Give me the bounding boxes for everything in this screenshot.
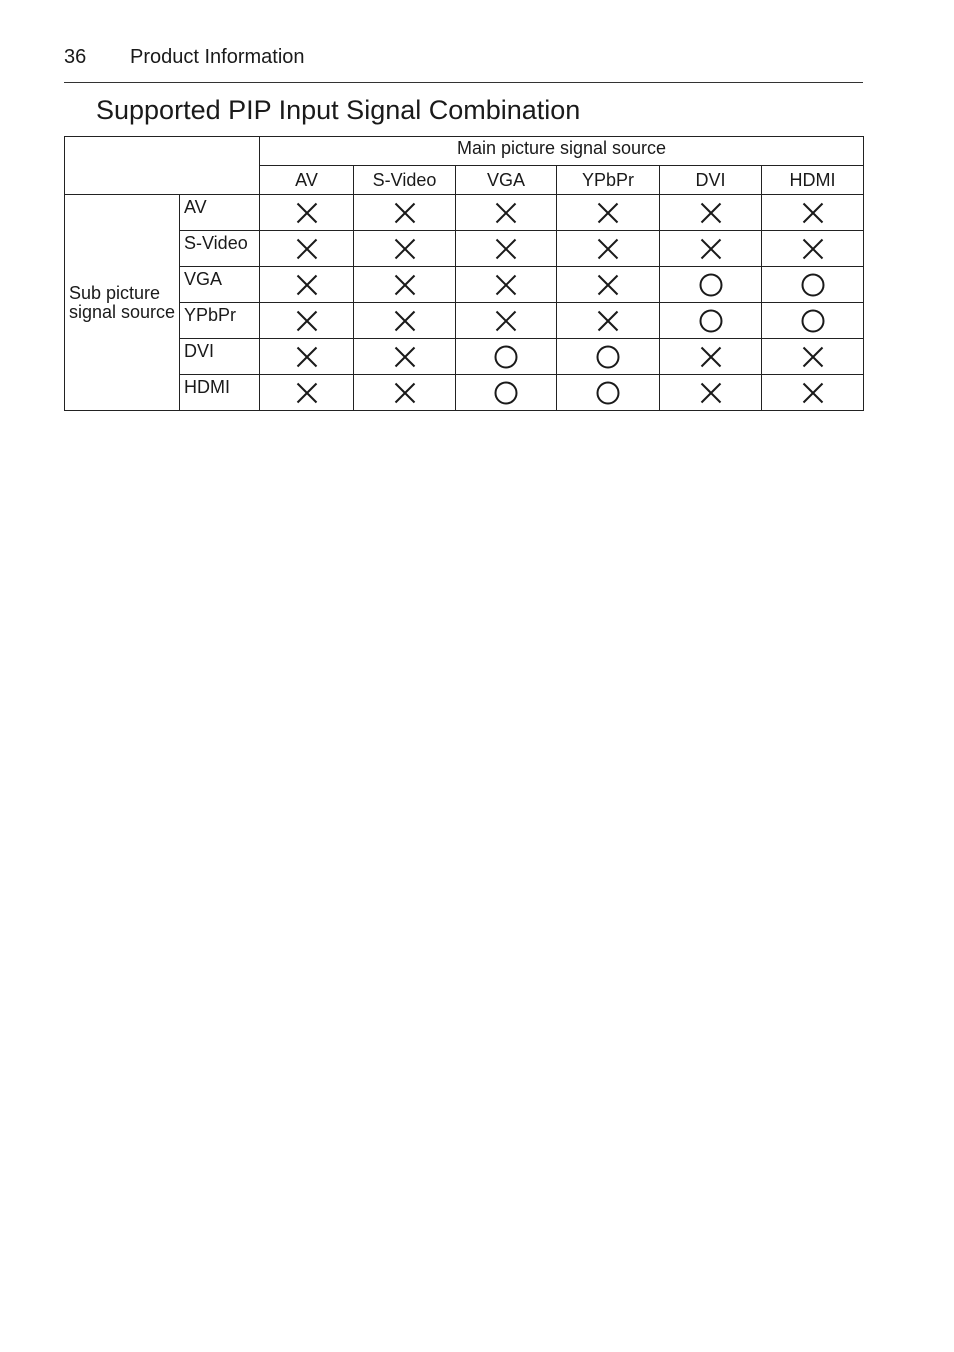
cross-icon bbox=[297, 311, 316, 330]
cross-icon bbox=[803, 347, 822, 366]
combination-mark bbox=[494, 201, 518, 225]
combination-mark bbox=[596, 345, 620, 369]
combination-cell bbox=[354, 267, 456, 303]
cross-icon bbox=[701, 383, 720, 402]
combination-mark bbox=[393, 273, 417, 297]
cross-icon bbox=[701, 203, 720, 222]
combination-cell bbox=[660, 375, 762, 411]
row-label: YPbPr bbox=[180, 303, 260, 339]
table-row bbox=[65, 303, 864, 339]
cross-icon bbox=[395, 383, 414, 402]
cross-icon bbox=[599, 311, 618, 330]
column-header: DVI bbox=[660, 166, 762, 195]
combination-mark bbox=[295, 309, 319, 333]
combination-mark bbox=[596, 381, 620, 405]
combination-cell bbox=[456, 231, 557, 267]
row-label: S-Video bbox=[180, 231, 260, 267]
combination-mark bbox=[393, 201, 417, 225]
circle-icon bbox=[598, 382, 619, 403]
combination-cell bbox=[354, 303, 456, 339]
cross-icon bbox=[803, 383, 822, 402]
combination-mark bbox=[699, 201, 723, 225]
row-label: AV bbox=[180, 195, 260, 231]
corner-cell bbox=[65, 137, 260, 195]
sub-source-header: Sub picture signal source bbox=[65, 195, 180, 411]
combination-mark bbox=[494, 237, 518, 261]
combination-cell bbox=[260, 267, 354, 303]
combination-mark bbox=[494, 381, 518, 405]
page-number: 36 bbox=[64, 46, 87, 68]
table-row bbox=[65, 339, 864, 375]
combination-mark bbox=[596, 201, 620, 225]
combination-cell bbox=[660, 231, 762, 267]
cross-icon bbox=[599, 275, 618, 294]
combination-cell bbox=[354, 339, 456, 375]
combination-mark bbox=[295, 237, 319, 261]
combination-mark bbox=[801, 345, 825, 369]
combination-mark bbox=[801, 381, 825, 405]
combination-cell bbox=[762, 195, 864, 231]
cross-icon bbox=[497, 203, 516, 222]
combination-cell bbox=[762, 339, 864, 375]
combination-mark bbox=[801, 273, 825, 297]
combination-cell bbox=[260, 231, 354, 267]
combination-mark bbox=[699, 237, 723, 261]
cross-icon bbox=[497, 239, 516, 258]
combination-mark bbox=[801, 237, 825, 261]
combination-cell bbox=[260, 375, 354, 411]
combination-mark bbox=[699, 381, 723, 405]
combination-cell bbox=[456, 339, 557, 375]
combination-cell bbox=[660, 195, 762, 231]
combination-mark bbox=[295, 201, 319, 225]
cross-icon bbox=[497, 275, 516, 294]
combination-cell bbox=[456, 375, 557, 411]
combination-mark bbox=[295, 345, 319, 369]
cross-icon bbox=[599, 203, 618, 222]
combination-cell bbox=[354, 375, 456, 411]
combination-mark bbox=[801, 309, 825, 333]
combination-mark bbox=[393, 381, 417, 405]
cross-icon bbox=[395, 239, 414, 258]
combination-cell bbox=[762, 375, 864, 411]
cross-icon bbox=[395, 275, 414, 294]
combination-mark bbox=[494, 309, 518, 333]
combination-mark bbox=[699, 309, 723, 333]
combination-mark bbox=[494, 273, 518, 297]
column-header: HDMI bbox=[762, 166, 864, 195]
circle-icon bbox=[496, 346, 517, 367]
combination-cell bbox=[456, 195, 557, 231]
cross-icon bbox=[395, 203, 414, 222]
combination-cell bbox=[260, 303, 354, 339]
table-header-row bbox=[65, 137, 864, 166]
combination-mark bbox=[494, 345, 518, 369]
cross-icon bbox=[701, 347, 720, 366]
column-header: VGA bbox=[456, 166, 557, 195]
table-row bbox=[65, 195, 864, 231]
section-title: Supported PIP Input Signal Combination bbox=[96, 95, 581, 125]
cross-icon bbox=[297, 347, 316, 366]
column-header: S-Video bbox=[354, 166, 456, 195]
cross-icon bbox=[297, 275, 316, 294]
combination-mark bbox=[596, 273, 620, 297]
cross-icon bbox=[297, 383, 316, 402]
combination-cell bbox=[557, 303, 660, 339]
circle-icon bbox=[700, 310, 721, 331]
pip-combination-table bbox=[64, 136, 864, 411]
combination-cell bbox=[660, 267, 762, 303]
cross-icon bbox=[803, 203, 822, 222]
table-row bbox=[65, 267, 864, 303]
running-header bbox=[64, 44, 863, 84]
combination-mark bbox=[393, 309, 417, 333]
combination-cell bbox=[660, 339, 762, 375]
cross-icon bbox=[395, 311, 414, 330]
combination-cell bbox=[260, 195, 354, 231]
cross-icon bbox=[497, 311, 516, 330]
combination-cell bbox=[557, 339, 660, 375]
cross-icon bbox=[297, 203, 316, 222]
table-row bbox=[65, 231, 864, 267]
cross-icon bbox=[395, 347, 414, 366]
combination-cell bbox=[557, 231, 660, 267]
combination-mark bbox=[295, 381, 319, 405]
cross-icon bbox=[803, 239, 822, 258]
main-source-header: Main picture signal source bbox=[260, 137, 864, 166]
cross-icon bbox=[599, 239, 618, 258]
circle-icon bbox=[598, 346, 619, 367]
cross-icon bbox=[297, 239, 316, 258]
circle-icon bbox=[700, 274, 721, 295]
combination-cell bbox=[354, 231, 456, 267]
combination-cell bbox=[762, 303, 864, 339]
combination-cell bbox=[762, 231, 864, 267]
combination-cell bbox=[260, 339, 354, 375]
combination-cell bbox=[660, 303, 762, 339]
combination-cell bbox=[557, 267, 660, 303]
circle-icon bbox=[496, 382, 517, 403]
row-label: HDMI bbox=[180, 375, 260, 411]
combination-cell bbox=[456, 303, 557, 339]
row-label: VGA bbox=[180, 267, 260, 303]
combination-mark bbox=[699, 345, 723, 369]
combination-cell bbox=[354, 195, 456, 231]
table-body bbox=[65, 195, 864, 411]
column-header: YPbPr bbox=[557, 166, 660, 195]
combination-mark bbox=[596, 237, 620, 261]
header-rule bbox=[64, 82, 863, 83]
combination-cell bbox=[557, 375, 660, 411]
combination-mark bbox=[596, 309, 620, 333]
header-section-title: Product Information bbox=[130, 46, 305, 68]
combination-mark bbox=[393, 237, 417, 261]
table-row bbox=[65, 375, 864, 411]
row-label: DVI bbox=[180, 339, 260, 375]
circle-icon bbox=[802, 274, 823, 295]
column-header: AV bbox=[260, 166, 354, 195]
combination-mark bbox=[295, 273, 319, 297]
combination-cell bbox=[456, 267, 557, 303]
combination-cell bbox=[762, 267, 864, 303]
combination-mark bbox=[699, 273, 723, 297]
combination-mark bbox=[801, 201, 825, 225]
cross-icon bbox=[701, 239, 720, 258]
combination-mark bbox=[393, 345, 417, 369]
circle-icon bbox=[802, 310, 823, 331]
combination-cell bbox=[557, 195, 660, 231]
